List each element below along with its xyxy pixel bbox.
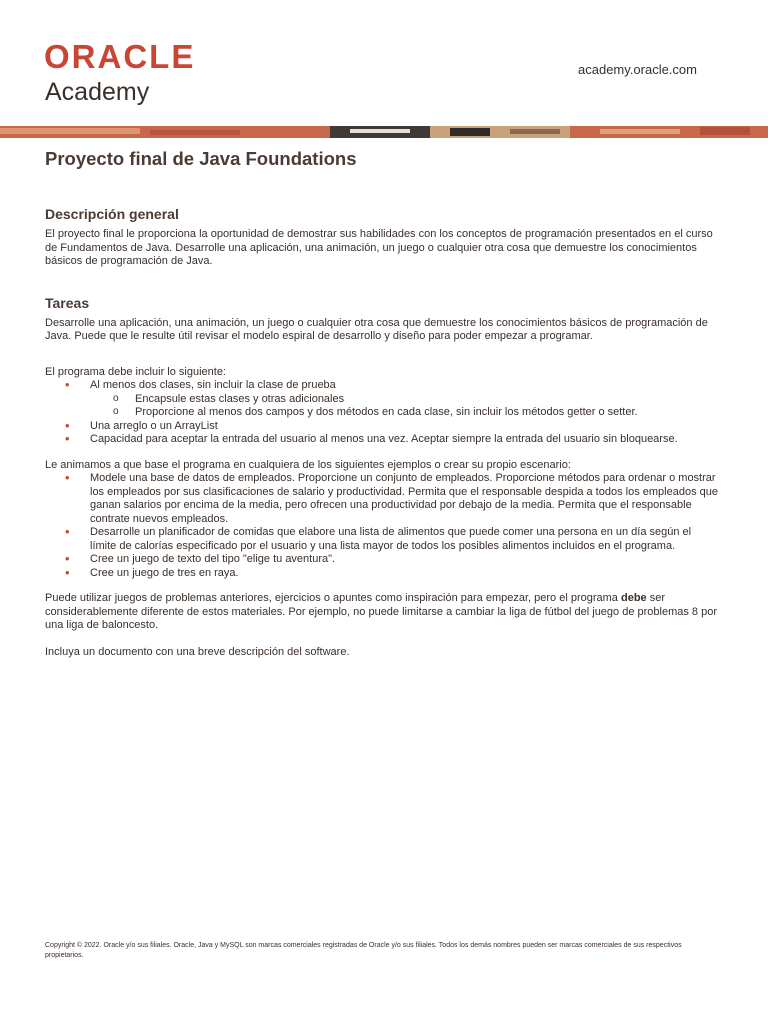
inspiration-text-after: ser considerablemente diferente de estos materiales. Por ejemplo, no puede limitarse a cambiar la liga de fútbol del juego de problemas 8 por una liga de baloncesto. [45, 592, 717, 631]
list-item: • Una arreglo o un ArrayList [45, 420, 720, 434]
overview-text: El proyecto final le proporciona la oportunidad de demostrar sus habilidades con los conceptos de programación presentados en el curso de Fundamentos de Java. Desarrolle una aplicación, una animación, un juego o cualquier otra cosa que demuestre los conocimientos básicos de programación de Java. [45, 228, 713, 267]
tasks-intro: Desarrolle una aplicación, una animación, un juego o cualquier otra cosa que demuestre los conocimientos básicos de programación de Java. Puede que le resulte útil revisar el modelo espiral de desarrollo y diseño para poder empezar a programar. [45, 316, 708, 342]
list-item [45, 379, 720, 420]
list-item: • Cree un juego de texto del tipo "elige tu aventura". [45, 553, 720, 567]
copyright-footer: Copyright © 2022. Oracle y/o sus filiales. Oracle, Java y MySQL son marcas comerciales registradas de Oracle y/o sus filiales. Todos los demás nombres pueden ser marcas comerciales de sus respectivos propietarios. [45, 942, 682, 959]
site-url[interactable]: academy.oracle.com [578, 62, 697, 77]
examples-list [45, 472, 720, 580]
list-item: • Capacidad para aceptar la entrada del usuario al menos una vez. Aceptar siempre la entrada del usuario sin bloquearse. [45, 433, 720, 447]
inspiration-paragraph [45, 592, 720, 633]
sub-list-item: o Encapsule estas clases y otras adicionales [90, 393, 720, 407]
academy-logo-text: Academy [45, 78, 150, 106]
requirement-text: Al menos dos clases, sin incluir la clase de prueba [90, 379, 336, 391]
requirement-sublist [90, 393, 720, 420]
inspiration-emphasis: debe [620, 592, 647, 604]
overview-heading: Descripción general [45, 206, 179, 222]
tasks-heading: Tareas [45, 294, 90, 311]
document-body [45, 148, 720, 659]
list-item: • Desarrolle un planificador de comidas que elabore una lista de alimentos que puede comer una persona en un día según el límite de calorías especificado por el usuario y una lista mayor de todos los posibles alimentos incluidos en el programa. [45, 526, 720, 553]
decorative-banner [0, 126, 768, 138]
list-item: • Modele una base de datos de empleados. Proporcione un conjunto de empleados. Proporcione métodos para ordenar o mostrar los empleados por sus clasificaciones de salario y productividad. Permita que el responsable despida a todos los empleados que ganan salarios por encima de la media, pero ofrecen una productividad por debajo de la media. Permita que el responsable contrate nuevos empleados. [45, 472, 720, 526]
sub-list-item: o Proporcione al menos dos campos y dos métodos en cada clase, sin incluir los métodos getter o setter. [90, 406, 720, 420]
oracle-logo: ORACLE [44, 38, 196, 75]
requirements-list [45, 379, 720, 447]
document-note: Incluya un documento con una breve descripción del software. [45, 645, 350, 658]
examples-intro: Le animamos a que base el programa en cualquiera de los siguientes ejemplos o crear su propio escenario: [45, 458, 571, 471]
inspiration-text-before: Puede utilizar juegos de problemas anteriores, ejercicios o apuntes como inspiración para empezar, pero el programa [45, 592, 621, 604]
page-title: Proyecto final de Java Foundations [45, 148, 357, 169]
list-item: • Cree un juego de tres en raya. [45, 567, 720, 581]
requirements-intro: El programa debe incluir lo siguiente: [45, 365, 226, 378]
